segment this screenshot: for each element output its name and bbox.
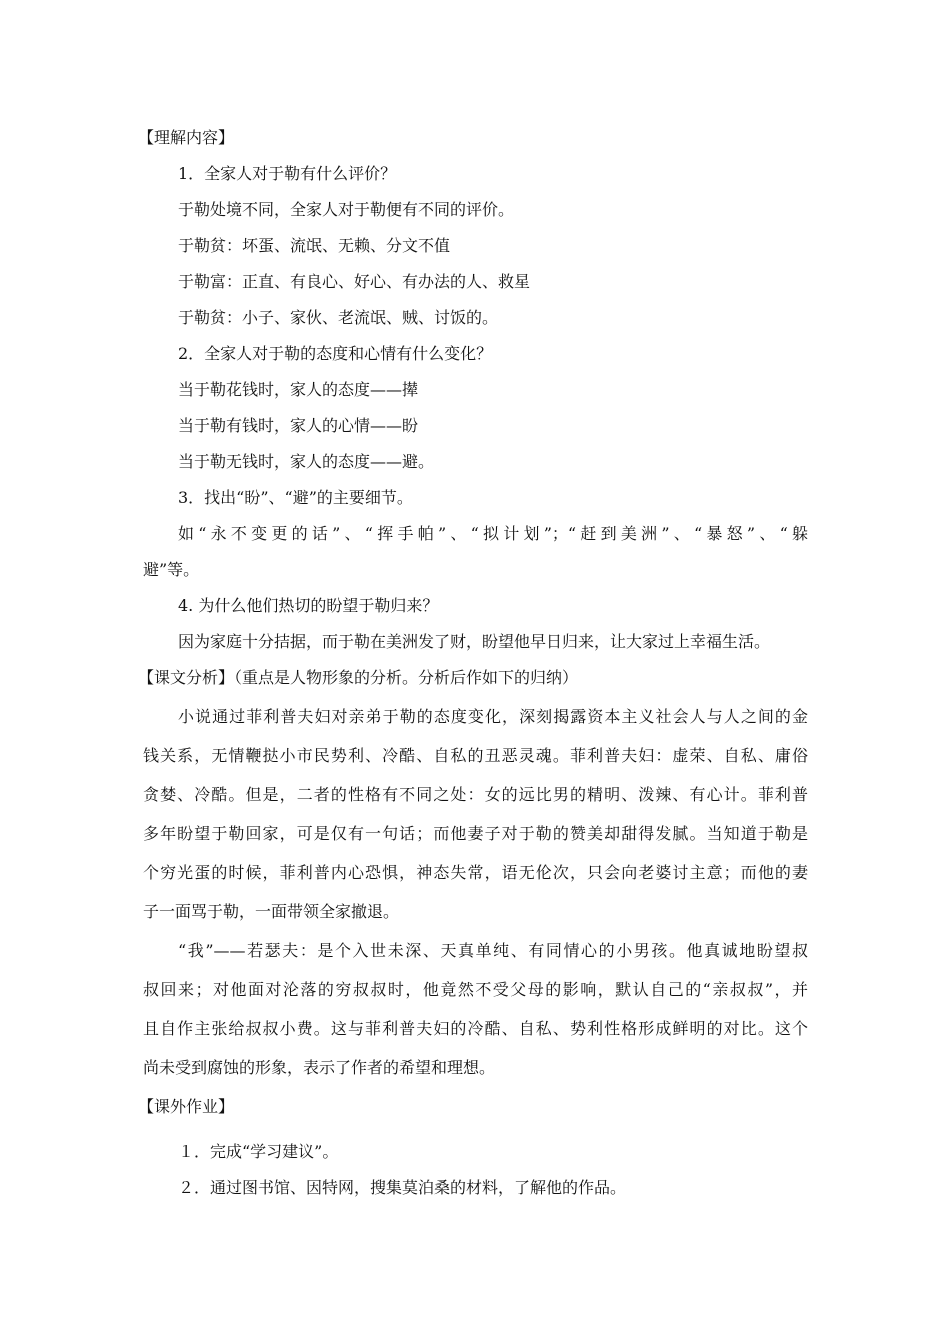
analysis-paragraph-1-line-2: 钱关系，无情鞭挞小市民势利、冷酷、自私的丑恶灵魂。菲利普夫妇：虚荣、自私、庸俗 (143, 746, 808, 765)
analysis-paragraph-1-line-1: 小说通过菲利普夫妇对亲弟于勒的态度变化，深刻揭露资本主义社会人与人之间的金 (178, 707, 808, 726)
analysis-paragraph-2-line-1: “我”——若瑟夫：是个入世未深、天真单纯、有同情心的小男孩。他真诚地盼望叔 (178, 941, 808, 960)
question-4: 4. 为什么他们热切的盼望于勒归来？ (178, 596, 439, 615)
answer-3-line-2: 避”等。 (143, 560, 200, 579)
answer-1-rich: 于勒富：正直、有良心、好心、有办法的人、救星 (178, 272, 531, 291)
answer-2-rich: 当于勒有钱时，家人的心情——盼 (178, 416, 419, 435)
question-1: 1．全家人对于勒有什么评价？ (178, 164, 397, 183)
analysis-paragraph-2-line-4: 尚未受到腐蚀的形象，表示了作者的希望和理想。 (143, 1058, 496, 1077)
analysis-paragraph-1-line-5: 个穷光蛋的时候，菲利普内心恐惧，神态失常，语无伦次，只会向老婆讨主意；而他的妻 (143, 863, 808, 882)
answer-2-spend: 当于勒花钱时，家人的态度——撵 (178, 380, 419, 399)
answer-1-poor-first: 于勒贫：坏蛋、流氓、无赖、分文不值 (178, 236, 451, 255)
homework-item-1: １．完成“学习建议”。 (178, 1142, 339, 1161)
analysis-paragraph-1-line-6: 子一面骂于勒，一面带领全家撤退。 (143, 902, 400, 921)
section-heading-homework: 【课外作业】 (138, 1097, 235, 1116)
answer-3-line-1: 如“永不变更的话”、“挥手帕”、“拟计划”；“赶到美洲”、“暴怒”、“躲 (178, 524, 808, 543)
answer-4: 因为家庭十分拮据，而于勒在美洲发了财，盼望他早日归来，让大家过上幸福生活。 (178, 632, 771, 651)
question-2: 2．全家人对于勒的态度和心情有什么变化？ (178, 344, 493, 363)
analysis-paragraph-2-line-2: 叔回来；对他面对沦落的穷叔叔时，他竟然不受父母的影响，默认自己的“亲叔叔”，并 (143, 980, 808, 999)
homework-item-2: ２．通过图书馆、因特网，搜集莫泊桑的材料，了解他的作品。 (178, 1178, 627, 1197)
analysis-paragraph-2-line-3: 且自作主张给叔叔小费。这与菲利普夫妇的冷酷、自私、势利性格形成鲜明的对比。这个 (143, 1019, 808, 1038)
question-3: 3．找出“盼”、“避”的主要细节。 (178, 488, 413, 507)
analysis-paragraph-1-line-3: 贪婪、冷酷。但是，二者的性格有不同之处：女的远比男的精明、泼辣、有心计。菲利普 (143, 785, 808, 804)
section-heading-analysis: 【课文分析】（重点是人物形象的分析。分析后作如下的归纳） (138, 668, 579, 687)
answer-1-poor-second: 于勒贫：小子、家伙、老流氓、贼、讨饭的。 (178, 308, 499, 327)
analysis-paragraph-1-line-4: 多年盼望于勒回家，可是仅有一句话；而他妻子对于勒的赞美却甜得发腻。当知道于勒是 (143, 824, 808, 843)
answer-1-intro: 于勒处境不同，全家人对于勒便有不同的评价。 (178, 200, 515, 219)
answer-2-poor: 当于勒无钱时，家人的态度——避。 (178, 452, 435, 471)
section-heading-understand: 【理解内容】 (138, 128, 235, 147)
